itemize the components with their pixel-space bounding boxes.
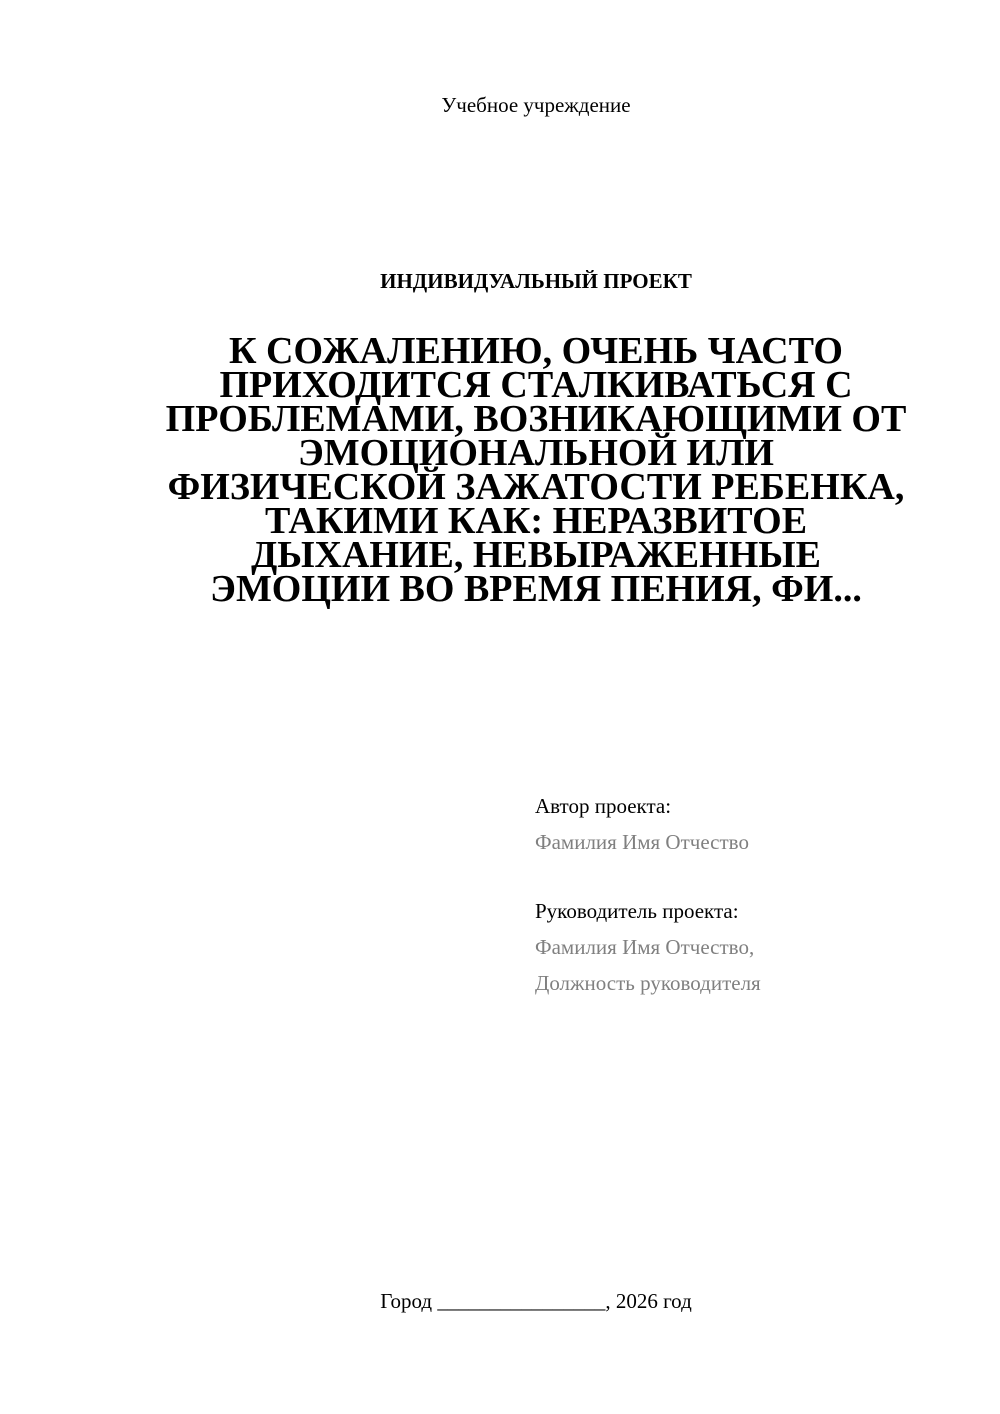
- project-title-line: ЭМОЦИОНАЛЬНОЙ ИЛИ: [298, 432, 774, 474]
- project-title-line: ЭМОЦИИ ВО ВРЕМЯ ПЕНИЯ, ФИ...: [210, 568, 862, 610]
- supervisor-name: Фамилия Имя Отчество,: [535, 935, 755, 959]
- author-label: Автор проекта:: [535, 794, 672, 818]
- supervisor-position: Должность руководителя: [535, 971, 761, 995]
- project-title-line: ПРИХОДИТСЯ СТАЛКИВАТЬСЯ С: [219, 364, 853, 406]
- city-year-line: Город ________________, 2026 год: [380, 1289, 692, 1313]
- supervisor-block: [535, 893, 955, 1001]
- project-title-line: ТАКИМИ КАК: НЕРАЗВИТОЕ: [264, 500, 808, 542]
- supervisor-label: Руководитель проекта:: [535, 899, 739, 923]
- institution-name: Учебное учреждение: [441, 93, 631, 117]
- author-name: Фамилия Имя Отчество: [535, 830, 749, 854]
- project-title-line: К СОЖАЛЕНИЮ, ОЧЕНЬ ЧАСТО: [229, 330, 843, 372]
- project-title-line: ФИЗИЧЕСКОЙ ЗАЖАТОСТИ РЕБЕНКА,: [167, 466, 905, 508]
- project-title-line: ПРОБЛЕМАМИ, ВОЗНИКАЮЩИМИ ОТ: [165, 398, 907, 440]
- project-title: [150, 330, 922, 610]
- author-block: [535, 788, 955, 860]
- project-type-label: ИНДИВИДУАЛЬНЫЙ ПРОЕКТ: [380, 269, 692, 293]
- project-title-line: ДЫХАНИЕ, НЕВЫРАЖЕННЫЕ: [251, 534, 821, 576]
